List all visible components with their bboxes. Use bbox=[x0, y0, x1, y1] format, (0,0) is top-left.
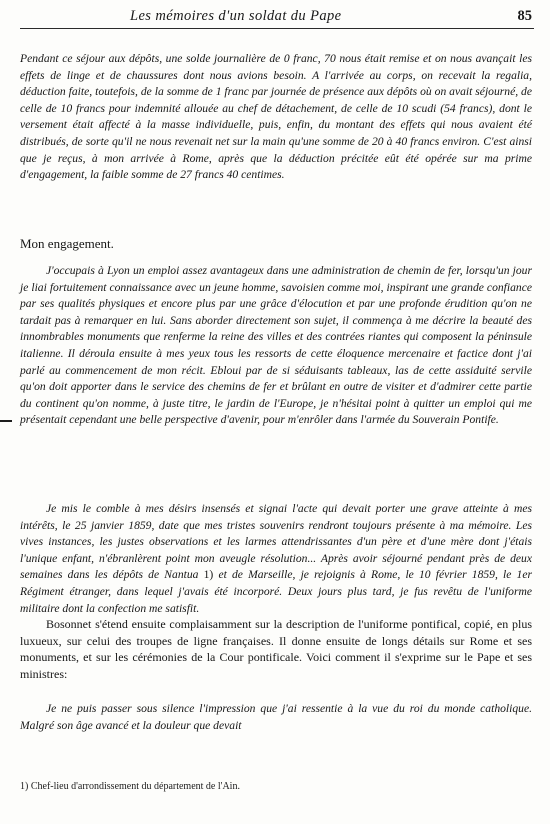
footnote bbox=[20, 780, 532, 794]
running-head bbox=[20, 8, 536, 30]
footnote-text: Chef-lieu d'arrondissement du département de l'Ain. bbox=[30, 781, 240, 792]
footnote-marker: 1) bbox=[20, 781, 29, 792]
page-number: 85 bbox=[517, 8, 532, 24]
paragraph-signing-text: Je mis le comble à mes désirs insensés et signai l'acte qui devait porter une grave atteinte à mes intérêts, le 25 janvier 1859, date que mes tristes souvenirs rendront toujours présente à ma mémoire. Les vives instances, les justes observations et les larmes attendrissantes d'un père et d'une mère dont j'étais l'unique enfant, n'ébranlèrent point mon aveugle résolution... Après avoir séjourné pendant près de deux semaines dans les dépôts de Nantua bbox=[20, 502, 532, 582]
paragraph-pope-impression: Je ne puis passer sous silence l'impression que j'ai ressentie à la vue du roi du monde catholique. Malgré son âge avancé et la douleur que devait bbox=[20, 702, 532, 732]
paragraph-engagement: J'occupais à Lyon un emploi assez avantageux dans une administration de chemin de fer, lorsqu'un jour je liai fortuitement connaissance avec un jeune homme, savoisien comme moi, inspirant une grande confiance par ses qualités physiques et encore plus par une grâce d'élocution et par une profonde érudition qu'on ne tardait pas à remarquer en lui. Sans aborder directement son sujet, il commença à me décrire la beauté des innombrables monuments que renferme la reine des villes et des contrées riantes qui composent la péninsule italienne. Il déroula ensuite à mes yeux tous les ressorts de cette éloquence mercenaire et factice dont j'ai parlé au commencement de mon récit. Ebloui par de si séduisants tableaux, las de cette assiduité servile qu'on doit apporter dans le service des chemins de fer et brûlant en outre de visiter et d'admirer cette partie du continent qu'on nomme, à juste titre, le jardin de l'Europe, je n'hésitai point à quitter un emploi qui me présentait cependant une belle perspective d'avenir, pour m'enrôler dans l'armée du Souverain Pontife. bbox=[20, 264, 532, 427]
footnote-reference: 1) bbox=[203, 568, 214, 582]
running-title: Les mémoires d'un soldat du Pape bbox=[130, 8, 342, 24]
section-heading: Mon engagement. bbox=[20, 236, 114, 251]
paragraph-signing bbox=[20, 501, 533, 615]
header-rule bbox=[20, 28, 534, 29]
paragraph-narration: Bosonnet s'étend ensuite complaisamment sur la description de l'uniforme pontifical, copié, en plus luxueux, sur celui des troupes de ligne françaises. Il donne ensuite de longs détails sur Rome et ses monuments, et sur les cérémonies de la Cour pontificale. Voici comment il s'exprime sur le Pape et ses ministres: bbox=[20, 617, 532, 681]
paragraph-pay-details: Pendant ce séjour aux dépôts, une solde journalière de 0 franc, 70 nous était remise et on nous avançait les effets de linge et de chaussures dont nous avions besoin. A l'arrivée au corps, on recevait la regalia, déduction faite, toutefois, de la somme de 1 franc par journée de présence aux dépôts où on avait séjourné, de celle de 10 francs pour indemnité allouée au chef de détachement, de celle de 10 scudi (54 francs), dont le versement était affecté à la masse individuelle, puis, enfin, du montant des effets qui nous avaient été distribués, de sorte qu'il ne nous revenait net sur la main qu'une somme de 20 à 40 francs environ. C'est ainsi que je reçus, à mon arrivée à Rome, après que la déduction précitée eût été opérée sur ma prime d'engagement, la faible somme de 27 francs 40 centimes. bbox=[20, 52, 532, 182]
margin-mark bbox=[0, 420, 12, 422]
paragraph-signing-continued: et de Marseille, je rejoignis à Rome, le 10 février 1859, le 1er Régiment étranger, dans lequel j'avais été incorporé. Deux jours plus tard, je fus revêtu de l'uniforme militaire dont la confection me satisfit. bbox=[20, 568, 533, 615]
